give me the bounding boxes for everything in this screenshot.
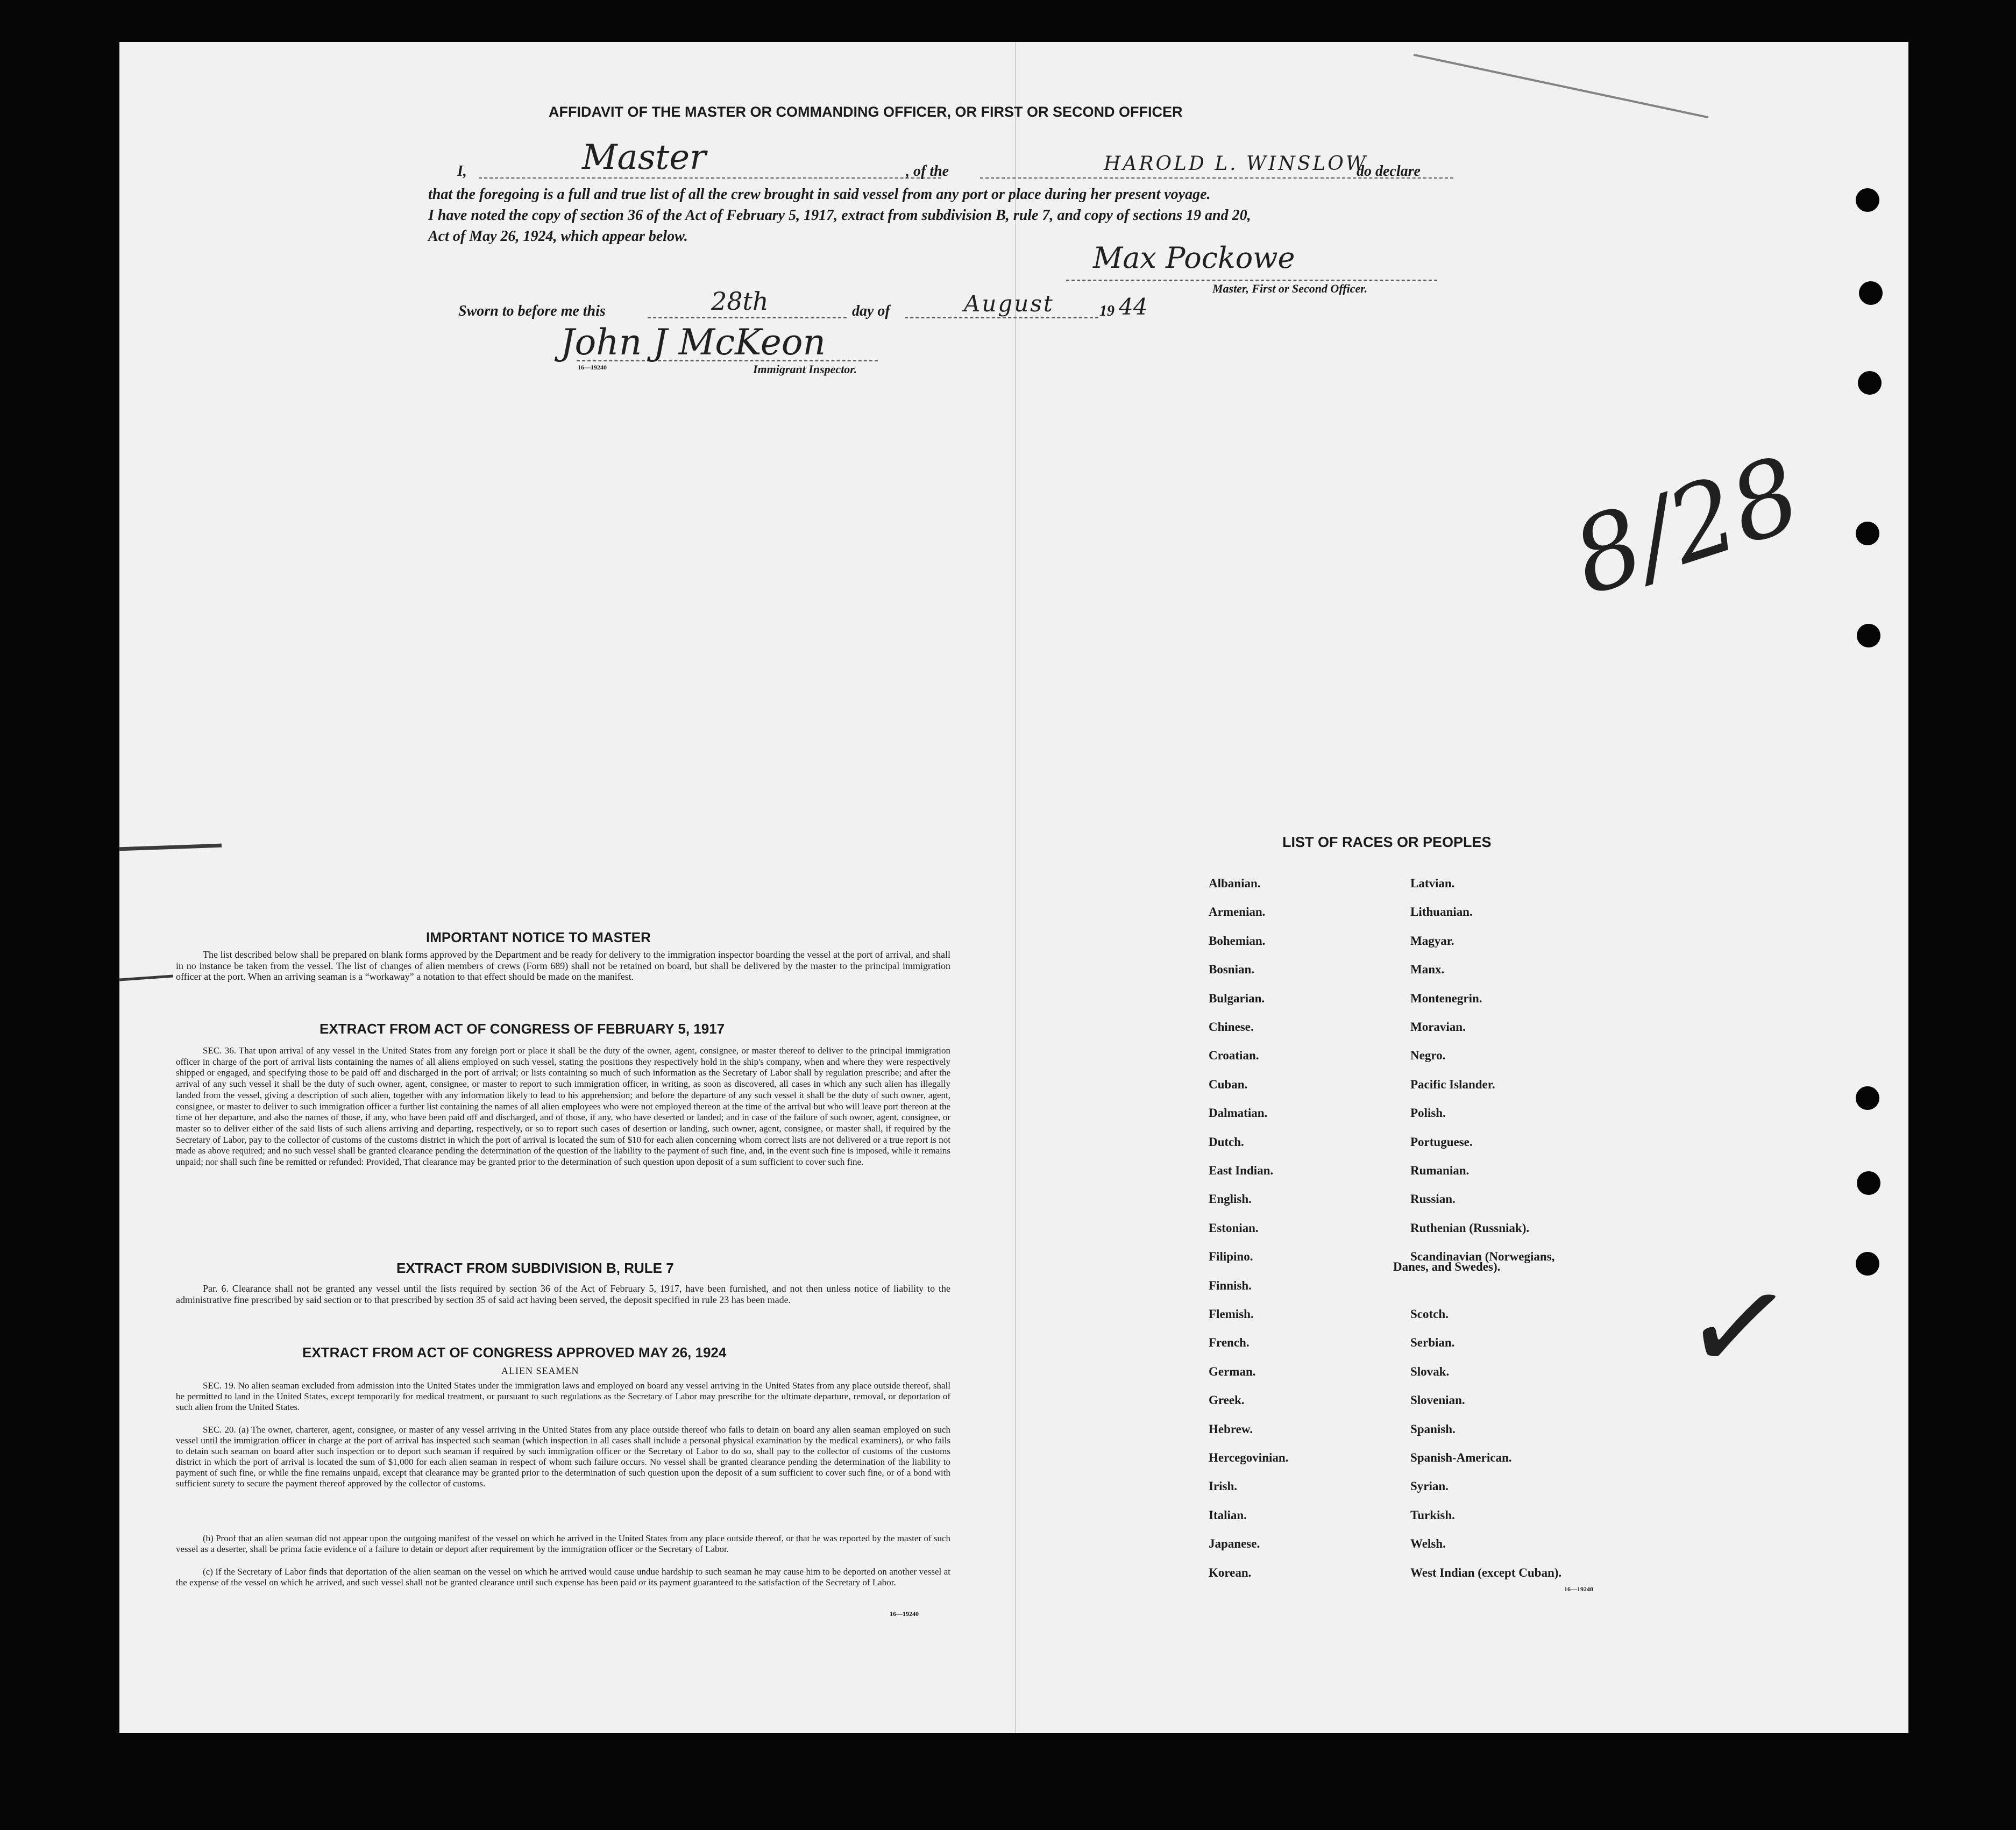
month-handwritten: August [964, 290, 1054, 317]
race-item: Portuguese. [1410, 1135, 1473, 1149]
notice-title: IMPORTANT NOTICE TO MASTER [426, 929, 651, 945]
race-item: Moravian. [1410, 1020, 1466, 1034]
punch-hole [1856, 1252, 1879, 1276]
race-item: Magyar. [1410, 934, 1454, 948]
race-item: Dalmatian. [1209, 1106, 1268, 1120]
ink-smudge [1414, 54, 1709, 118]
race-item: Croatian. [1209, 1049, 1259, 1062]
master-caption: Master, First or Second Officer. [1212, 282, 1368, 295]
race-item: Spanish. [1410, 1422, 1456, 1436]
notice-text: The list described below shall be prepared on blank forms approved by the Department and be ready for delivery to the immigration inspector boarding the vessel at the port of arrival, and shall in no instance be taken from the vessel. The list of changes of alien members of crews (Form 689) shall not be retained on board, but shall be delivered by the master to the principal immigration officer at the port. When an arriving seaman is a “workaway” a notation to that effect should be made on the manifest. [176, 949, 950, 982]
punch-hole [1856, 1086, 1879, 1110]
race-item: Finnish. [1209, 1279, 1252, 1292]
race-item: Albanian. [1209, 877, 1261, 890]
punch-hole [1856, 522, 1879, 545]
race-item: Slovenian. [1410, 1393, 1465, 1407]
races-form-number: 16—19240 [1564, 1585, 1593, 1593]
race-item: Serbian. [1410, 1336, 1455, 1349]
race-item: English. [1209, 1192, 1252, 1206]
year-handwritten: 44 [1119, 294, 1148, 320]
year-prefix: 19 [1099, 303, 1115, 319]
master-signature: Max Pockowe [1093, 241, 1295, 275]
race-item: Bosnian. [1209, 963, 1255, 976]
check-mark: ✓ [1674, 1245, 1803, 1409]
race-item: Japanese. [1209, 1537, 1260, 1550]
race-item: Ruthenian (Russniak). [1410, 1221, 1530, 1235]
race-item: Spanish-American. [1410, 1451, 1512, 1464]
form-number: 16—19240 [578, 364, 607, 371]
races-title: LIST OF RACES OR PEOPLES [1282, 834, 1492, 850]
race-item: Scandinavian (Norwegians, [1410, 1250, 1555, 1263]
of-the-label: , of the [906, 163, 949, 180]
punch-hole [1859, 281, 1883, 305]
race-item: Russian. [1410, 1192, 1456, 1206]
race-item: Lithuanian. [1410, 905, 1473, 918]
race-item: Latvian. [1410, 877, 1455, 890]
declaration-line-4: Act of May 26, 1924, which appear below. [428, 228, 688, 245]
race-item: Hebrew. [1209, 1422, 1253, 1436]
race-item: Bohemian. [1209, 934, 1266, 948]
extract-1917-title: EXTRACT FROM ACT OF CONGRESS OF FEBRUARY 5, 1917 [320, 1021, 725, 1037]
race-item: Italian. [1209, 1508, 1247, 1522]
race-item: Irish. [1209, 1479, 1238, 1493]
punch-hole [1856, 188, 1879, 212]
margin-note-handwritten: 8/28 [1559, 434, 1814, 618]
inspector-caption: Immigrant Inspector. [753, 362, 857, 376]
race-item: Armenian. [1209, 905, 1266, 918]
i-label: I, [457, 163, 467, 180]
race-item: Estonian. [1209, 1221, 1259, 1235]
master-signature-line [1066, 280, 1437, 281]
day-of-label: day of [852, 303, 890, 319]
race-item: French. [1209, 1336, 1250, 1349]
rank-handwritten: Master [582, 138, 706, 177]
affidavit-title: AFFIDAVIT OF THE MASTER OR COMMANDING OFFICER, OR FIRST OR SECOND OFFICER [549, 104, 1183, 120]
day-handwritten: 28th [711, 287, 769, 316]
race-item: Manx. [1410, 963, 1445, 976]
extract-1917-text: SEC. 36. That upon arrival of any vessel in the United States from any foreign port or place it shall be the duty of the owner, agent, consignee, or master thereof to deliver to the principal immigration officer in charge of the port of arrival lists containing the names of all aliens employed on such vessel, stating the positions they respectively hold in the ship's company, when and where they were respectively shipped or engaged, and specifying those to be paid off and discharged in the port of arrival; or lists containing so much of such information as the Secretary of Labor shall by regulation prescribe; and after the arrival of any such vessel it shall be the duty of such owner, agent, consignee, or master to report to such immigration officer, in writing, as soon as discovered, all cases in which any such alien has illegally landed from the vessel, giving a description of such alien, together with any information likely to lead to his apprehension; and before the departure of any such vessel it shall be the duty of such owner, agent, consignee, or master to deliver to such immigration officer a further list containing the names of all alien employees who were not employed thereon at the time of the arrival but who will leave port thereon at the time of her departure, and also the names of those, if any, who have been paid off and discharged, and of those, if any, who have deserted or landed; and in case of the failure of such owner, agent, consignee, or master so to deliver either of the said lists of such aliens arriving and departing, respectively, or so to report such cases of desertion or landing, such owner, agent, consignee, or master shall, if required by the Secretary of Labor, pay to the collector of customs of the customs district in which the port of arrival is located the sum of $10 for each alien concerning whom correct lists are not delivered or a true report is not made as above required; and no such vessel shall be granted clearance pending the determination of the question of the liability to the payment of such fine, and, in the event such fine is imposed, while it remains unpaid; nor shall such fine be remitted or refunded: Provided, That clearance may be granted prior to the determination of such question upon deposit of a sum sufficient to cover such fine. [176, 1045, 950, 1167]
punch-hole [1858, 371, 1882, 395]
punch-hole [1857, 1171, 1880, 1195]
inspector-signature: John J McKeon [560, 322, 826, 363]
extract-1924-title: EXTRACT FROM ACT OF CONGRESS APPROVED MAY 26, 1924 [302, 1344, 727, 1361]
extract-rule7-title: EXTRACT FROM SUBDIVISION B, RULE 7 [396, 1260, 674, 1276]
race-item: Slovak. [1410, 1365, 1450, 1378]
race-item: Bulgarian. [1209, 992, 1265, 1005]
rank-line [479, 177, 941, 179]
declaration-line-2: that the foregoing is a full and true list of all the crew brought in said vessel from any port or place during her present voyage. [428, 186, 1211, 203]
race-item: Syrian. [1410, 1479, 1449, 1493]
race-item: Montenegrin. [1410, 992, 1482, 1005]
race-item: Polish. [1410, 1106, 1446, 1120]
vessel-handwritten: HAROLD L. WINSLOW [1104, 153, 1368, 175]
race-item: German. [1209, 1365, 1256, 1378]
day-line [648, 317, 847, 318]
document-page [119, 42, 1908, 1733]
race-item: Filipino. [1209, 1250, 1253, 1263]
race-item: Hercegovinian. [1209, 1451, 1289, 1464]
race-item: Korean. [1209, 1566, 1252, 1579]
race-item: Negro. [1410, 1049, 1446, 1062]
race-item: Greek. [1209, 1393, 1245, 1407]
month-line [905, 317, 1098, 318]
extract-1924-sec20a: SEC. 20. (a) The owner, charterer, agent, consignee, or master of any vessel arriving in the United States from any place outside thereof who fails to detain on board any alien seaman employed on such vessel until the immigration officer in charge at the port of arrival has inspected such seaman (which inspection in all cases shall include a personal physical examination by the medical examiners), or who fails to detain such seaman on board after such inspection or to deport such seaman if required by such immigration officer or the Secretary of Labor to do so, shall pay to the collector of customs of the customs district in which the port of arrival is located the sum of $1,000 for each alien seaman in respect of whom such failure occurs. No vessel shall be granted clearance pending the determination of the liability to payment of such fine, or while the fine remains unpaid, except that clearance may be granted prior to the determination of such question upon the deposit of a sum sufficient to cover such fine, or of a bond with sufficient surety to secure the payment thereof approved by the collector of customs. [176, 1425, 950, 1489]
race-item: East Indian. [1209, 1164, 1274, 1177]
race-item: Rumanian. [1410, 1164, 1470, 1177]
extract-form-number: 16—19240 [890, 1610, 919, 1618]
race-item: Scotch. [1410, 1307, 1449, 1321]
extract-1924-subtitle: ALIEN SEAMEN [501, 1365, 579, 1376]
race-item-continuation: Danes, and Swedes). [1393, 1260, 1501, 1273]
extract-1924-sec20b: (b) Proof that an alien seaman did not appear upon the outgoing manifest of the vessel on which he arrived in the United States from any place outside thereof, or that he was reported by the master of such vessel as a deserter, shall be prima facie evidence of a failure to detain or deport after requirement by the immigration officer or the Secretary of Labor. [176, 1533, 950, 1554]
race-item: West Indian (except Cuban). [1410, 1566, 1562, 1579]
punch-hole [1857, 624, 1880, 647]
declaration-line-3: I have noted the copy of section 36 of the Act of February 5, 1917, extract from subdivision B, rule 7, and copy of sections 19 and 20, [428, 207, 1251, 224]
sworn-label: Sworn to before me this [458, 303, 606, 319]
ink-smudge [119, 975, 173, 981]
race-item: Cuban. [1209, 1078, 1248, 1091]
race-item: Welsh. [1410, 1537, 1446, 1550]
race-item: Dutch. [1209, 1135, 1244, 1149]
ink-smudge [119, 844, 222, 851]
race-item: Turkish. [1410, 1508, 1455, 1522]
extract-1924-sec20c: (c) If the Secretary of Labor finds that deportation of the alien seaman on the vessel on which he arrived would cause undue hardship to such seaman he may cause him to be deported on another vessel at the expense of the vessel on which he arrived, and such vessel shall not be granted clearance until such expense has been paid or its payment guaranteed to the satisfaction of the Secretary of Labor. [176, 1566, 950, 1587]
extract-rule7-text: Par. 6. Clearance shall not be granted any vessel until the lists required by section 36 of the Act of February 5, 1917, have been furnished, and not then unless notice of liability to the administrative fine prescribed by said section or to that prescribed by section 35 of said act having been served, the deposit specified in rule 23 has been made. [176, 1283, 950, 1305]
do-declare-label: do declare [1357, 163, 1421, 180]
extract-1924-sec19: SEC. 19. No alien seaman excluded from admission into the United States under the immigration laws and employed on board any vessel arriving in the United States from any place outside thereof, shall be permitted to land in the United States, except temporarily for medical treatment, or pursuant to such regulations as the Secretary of Labor may prescribe for the ultimate departure, removal, or deportation of such alien from the United States. [176, 1380, 950, 1412]
race-item: Pacific Islander. [1410, 1078, 1495, 1091]
race-item: Flemish. [1209, 1307, 1254, 1321]
race-item: Chinese. [1209, 1020, 1254, 1034]
